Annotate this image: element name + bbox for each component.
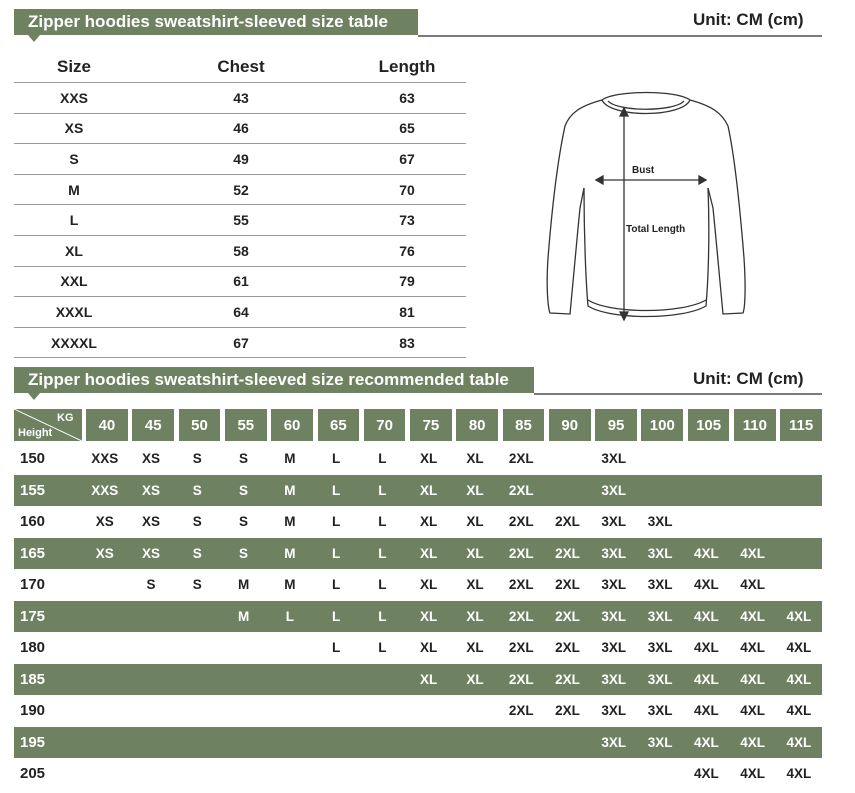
- size-recommendation-cell: L: [378, 577, 387, 593]
- header-chest: Chest: [217, 57, 265, 76]
- size-recommendation-cell: M: [237, 577, 250, 593]
- size-recommendation-cell: XL: [420, 514, 438, 530]
- size-table-title: Zipper hoodies sweatshirt-sleeved size table: [28, 12, 388, 31]
- size-recommendation-cell: XXS: [91, 482, 119, 498]
- size-recommendation-cell: L: [285, 608, 294, 624]
- size-recommendation-cell: S: [192, 514, 202, 530]
- recommended-table: [14, 409, 822, 790]
- shirt-outline-icon: [540, 88, 770, 328]
- size-recommendation-cell: 3XL: [647, 671, 673, 687]
- size-recommendation-cell: XL: [466, 482, 484, 498]
- weight-header-cell: 40: [86, 409, 128, 441]
- recommended-table-row: [14, 758, 822, 790]
- weight-header-cell: 55: [225, 409, 267, 441]
- size-recommendation-cell: 3XL: [601, 608, 627, 624]
- weight-header-cell: 85: [503, 409, 545, 441]
- height-cell: 205: [20, 765, 46, 783]
- size-recommendation-cell: L: [378, 640, 387, 656]
- size-recommendation-cell: S: [239, 482, 249, 498]
- size-recommendation-cell: XS: [141, 514, 160, 530]
- height-cell: 185: [20, 670, 46, 688]
- size-recommendation-cell: S: [239, 545, 249, 561]
- size-recommendation-cell: L: [378, 482, 387, 498]
- chest-cell: 55: [233, 212, 249, 229]
- weight-header-cell: 45: [132, 409, 174, 441]
- size-recommendation-cell: XS: [141, 451, 160, 467]
- size-table-header: [14, 52, 466, 82]
- size-recommendation-cell: 2XL: [508, 703, 534, 719]
- size-table-row: [14, 204, 466, 235]
- size-recommendation-cell: 3XL: [601, 514, 627, 530]
- size-recommendation-cell: XS: [141, 482, 160, 498]
- size-cell: XXXL: [55, 303, 93, 320]
- bust-label: Bust: [632, 165, 655, 176]
- size-recommendation-cell: 4XL: [786, 608, 812, 624]
- size-recommendation-cell: XS: [141, 545, 160, 561]
- size-recommendation-cell: S: [192, 482, 202, 498]
- size-recommendation-cell: L: [332, 545, 341, 561]
- recommended-table-title: Zipper hoodies sweatshirt-sleeved size recommended table: [28, 370, 509, 389]
- weight-header-cell: 70: [364, 409, 406, 441]
- height-cell: 160: [20, 513, 46, 531]
- size-recommendation-cell: 4XL: [693, 608, 719, 624]
- size-table-row: [14, 113, 466, 144]
- size-recommendation-cell: 4XL: [740, 577, 766, 593]
- size-recommendation-cell: 3XL: [601, 734, 627, 750]
- size-recommendation-cell: XL: [466, 514, 484, 530]
- size-recommendation-cell: 4XL: [786, 640, 812, 656]
- size-table-unit: Unit: CM (cm): [693, 10, 804, 29]
- size-recommendation-cell: 4XL: [740, 703, 766, 719]
- size-recommendation-cell: L: [332, 577, 341, 593]
- size-recommendation-cell: 3XL: [647, 577, 673, 593]
- size-recommendation-cell: 4XL: [693, 766, 719, 782]
- size-recommendation-cell: 2XL: [555, 671, 580, 687]
- height-cell: 150: [20, 450, 46, 468]
- size-recommendation-cell: 4XL: [693, 640, 719, 656]
- shirt-diagram: [540, 88, 770, 333]
- size-recommendation-cell: 4XL: [786, 766, 812, 782]
- weight-header-cell: 115: [780, 409, 822, 441]
- size-cell: XL: [65, 242, 83, 259]
- size-table-row: [14, 82, 466, 113]
- recommended-table-row: [14, 664, 822, 696]
- size-recommendation-cell: 3XL: [647, 640, 673, 656]
- height-cell: 195: [20, 733, 46, 751]
- corner-height-label: Height: [18, 427, 53, 439]
- total-length-label: Total Length: [626, 224, 686, 235]
- size-recommendation-cell: 2XL: [555, 545, 580, 561]
- recommended-table-row: [14, 538, 822, 570]
- size-recommendation-cell: 3XL: [601, 703, 627, 719]
- size-recommendation-cell: L: [332, 451, 341, 467]
- weight-header-cell: 80: [456, 409, 498, 441]
- weight-header-cell: 110: [734, 409, 776, 441]
- size-table-row: [14, 235, 466, 266]
- size-recommendation-cell: 2XL: [508, 451, 534, 467]
- size-recommendation-cell: L: [378, 545, 387, 561]
- chest-cell: 46: [233, 120, 249, 137]
- size-table-title-banner: [14, 9, 418, 35]
- length-cell: 63: [399, 89, 415, 106]
- chest-cell: 67: [233, 334, 249, 351]
- recommended-table-row: [14, 601, 822, 633]
- size-recommendation-cell: 2XL: [508, 577, 534, 593]
- size-recommendation-cell: M: [284, 451, 296, 467]
- size-recommendation-cell: M: [284, 514, 296, 530]
- weight-header-cell: 90: [549, 409, 591, 441]
- size-recommendation-cell: 3XL: [647, 703, 673, 719]
- corner-kg-label: KG: [57, 412, 74, 424]
- recommended-table-divider: [534, 393, 822, 395]
- chest-cell: 43: [233, 89, 249, 106]
- size-recommendation-cell: M: [237, 608, 250, 624]
- size-recommendation-cell: M: [284, 482, 296, 498]
- recommended-table-body: [14, 443, 822, 790]
- size-cell: XXXXL: [51, 334, 97, 351]
- banner-notch: [28, 393, 40, 400]
- size-recommendation-cell: XS: [95, 514, 114, 530]
- recommended-table-row: [14, 475, 822, 507]
- size-recommendation-cell: XL: [466, 608, 484, 624]
- weight-header-cell: 60: [271, 409, 313, 441]
- weight-header-row: [14, 409, 822, 441]
- size-recommendation-cell: XL: [420, 545, 438, 561]
- size-recommendation-cell: 4XL: [693, 577, 719, 593]
- size-recommendation-cell: XL: [466, 451, 484, 467]
- size-recommendation-cell: S: [146, 577, 156, 593]
- size-recommendation-cell: S: [192, 545, 202, 561]
- length-cell: 67: [399, 150, 415, 167]
- length-cell: 83: [399, 334, 415, 351]
- banner-notch: [28, 35, 40, 42]
- recommended-table-row: [14, 569, 822, 601]
- weight-header-cell: 100: [641, 409, 683, 441]
- size-recommendation-cell: XL: [420, 482, 438, 498]
- size-recommendation-cell: L: [332, 514, 341, 530]
- corner-cell: [14, 409, 82, 441]
- size-recommendation-cell: 3XL: [601, 451, 627, 467]
- recommended-table-row: [14, 632, 822, 664]
- size-recommendation-cell: 4XL: [740, 608, 766, 624]
- size-recommendation-cell: XL: [420, 671, 438, 687]
- size-recommendation-cell: 2XL: [555, 514, 580, 530]
- size-table-row: [14, 327, 466, 359]
- chest-cell: 61: [233, 273, 249, 290]
- chest-cell: 49: [233, 150, 249, 167]
- height-cell: 190: [20, 702, 46, 720]
- size-recommendation-cell: XL: [466, 577, 484, 593]
- size-table-row: [14, 143, 466, 174]
- size-recommendation-cell: 2XL: [508, 608, 534, 624]
- size-recommendation-cell: 2XL: [508, 640, 534, 656]
- length-cell: 65: [399, 120, 415, 137]
- size-recommendation-cell: 2XL: [555, 703, 580, 719]
- size-recommendation-cell: 3XL: [601, 671, 627, 687]
- size-recommendation-cell: 4XL: [786, 671, 812, 687]
- length-cell: 76: [399, 242, 415, 259]
- size-recommendation-cell: S: [239, 514, 249, 530]
- size-recommendation-cell: 2XL: [555, 640, 580, 656]
- size-recommendation-cell: XXS: [91, 451, 119, 467]
- size-recommendation-cell: 3XL: [647, 545, 673, 561]
- size-recommendation-cell: XL: [420, 640, 438, 656]
- size-recommendation-cell: 2XL: [508, 514, 534, 530]
- size-recommendation-cell: 4XL: [693, 671, 719, 687]
- length-cell: 79: [399, 273, 415, 290]
- recommended-table-row: [14, 443, 822, 475]
- recommended-table-row: [14, 727, 822, 759]
- size-recommendation-cell: XL: [420, 451, 438, 467]
- size-recommendation-cell: 4XL: [786, 734, 812, 750]
- size-recommendation-cell: 3XL: [601, 545, 627, 561]
- size-table-divider: [418, 35, 822, 37]
- size-recommendation-cell: 4XL: [693, 545, 719, 561]
- size-cell: S: [69, 150, 79, 167]
- size-recommendation-cell: 3XL: [601, 482, 627, 498]
- height-cell: 170: [20, 576, 46, 594]
- recommended-table-row: [14, 506, 822, 538]
- size-recommendation-cell: XL: [466, 640, 484, 656]
- size-recommendation-cell: 2XL: [555, 577, 580, 593]
- size-recommendation-cell: 4XL: [740, 545, 766, 561]
- size-recommendation-cell: 4XL: [740, 640, 766, 656]
- size-recommendation-cell: 2XL: [508, 671, 534, 687]
- height-cell: 165: [20, 544, 46, 562]
- recommended-table-title-banner: [14, 367, 534, 393]
- size-recommendation-cell: 3XL: [647, 734, 673, 750]
- recommended-table-row: [14, 695, 822, 727]
- chest-cell: 64: [233, 303, 249, 320]
- size-recommendation-cell: M: [284, 545, 296, 561]
- size-recommendation-cell: 2XL: [508, 482, 534, 498]
- height-cell: 155: [20, 481, 46, 499]
- size-recommendation-cell: L: [378, 451, 387, 467]
- size-cell: XS: [64, 120, 84, 137]
- size-table: [14, 52, 466, 358]
- height-cell: 180: [20, 639, 46, 657]
- length-cell: 81: [399, 303, 415, 320]
- size-recommendation-cell: L: [378, 608, 387, 624]
- weight-header-cell: 65: [318, 409, 360, 441]
- size-recommendation-cell: XS: [95, 545, 114, 561]
- size-recommendation-cell: 4XL: [740, 671, 766, 687]
- size-recommendation-cell: 4XL: [786, 703, 812, 719]
- size-recommendation-cell: 4XL: [693, 734, 719, 750]
- weight-header-cell: 95: [595, 409, 637, 441]
- weight-header-cell: 75: [410, 409, 452, 441]
- size-table-row: [14, 266, 466, 297]
- size-recommendation-cell: 4XL: [693, 703, 719, 719]
- header-length: Length: [378, 57, 436, 76]
- size-cell: XXS: [59, 89, 88, 106]
- header-size: Size: [56, 57, 92, 76]
- size-table-row: [14, 296, 466, 327]
- height-cell: 175: [20, 607, 46, 625]
- chest-cell: 52: [233, 181, 249, 198]
- size-recommendation-cell: 3XL: [647, 608, 673, 624]
- size-cell: M: [68, 181, 80, 198]
- size-table-row: [14, 174, 466, 205]
- recommended-table-unit: Unit: CM (cm): [693, 369, 804, 388]
- size-recommendation-cell: XL: [420, 608, 438, 624]
- size-recommendation-cell: XL: [466, 545, 484, 561]
- length-cell: 70: [399, 181, 415, 198]
- size-cell: L: [69, 212, 79, 229]
- size-recommendation-cell: L: [378, 514, 387, 530]
- size-recommendation-cell: 3XL: [601, 640, 627, 656]
- size-table-body: [14, 82, 466, 358]
- length-cell: 73: [399, 212, 415, 229]
- size-recommendation-cell: 3XL: [601, 577, 627, 593]
- size-recommendation-cell: 4XL: [740, 766, 766, 782]
- size-recommendation-cell: 2XL: [508, 545, 534, 561]
- weight-header-cell: 105: [688, 409, 730, 441]
- size-recommendation-cell: 4XL: [740, 734, 766, 750]
- size-recommendation-cell: S: [192, 577, 202, 593]
- weight-header-cell: 50: [179, 409, 221, 441]
- size-recommendation-cell: M: [284, 577, 296, 593]
- size-recommendation-cell: XL: [420, 577, 438, 593]
- size-recommendation-cell: L: [332, 608, 341, 624]
- size-recommendation-cell: 3XL: [647, 514, 673, 530]
- size-recommendation-cell: L: [332, 640, 341, 656]
- size-recommendation-cell: XL: [466, 671, 484, 687]
- chest-cell: 58: [233, 242, 249, 259]
- size-recommendation-cell: S: [239, 451, 249, 467]
- size-recommendation-cell: L: [332, 482, 341, 498]
- size-recommendation-cell: 2XL: [555, 608, 580, 624]
- size-recommendation-cell: S: [192, 451, 202, 467]
- size-cell: XXL: [60, 273, 88, 290]
